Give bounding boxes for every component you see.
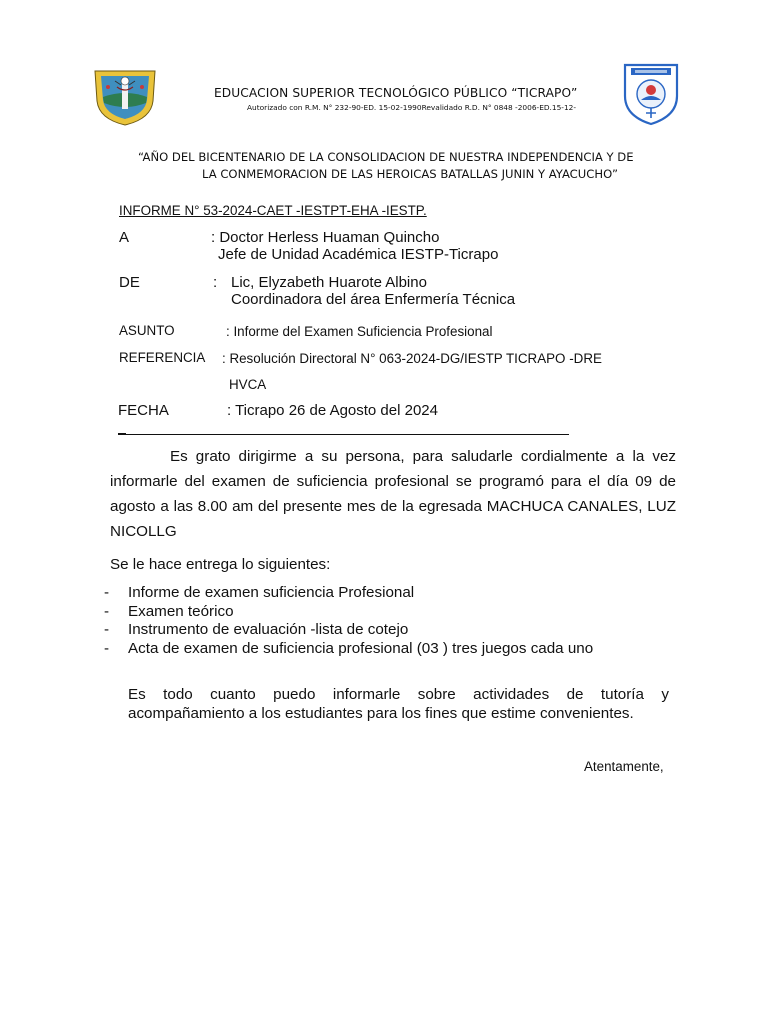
year-motto-line-2: LA CONMEMORACION DE LAS HEROICAS BATALLAS JUNIN Y AYACUCHO”	[202, 167, 618, 181]
body-paragraph: Es grato dirigirme a su persona, para saludarle cordialmente a la vez informarle del examen de suficiencia profesional se programó para el día 09 de agosto a las 8.00 am del presente mes de la egresada MACHUCA CANALES, LUZ NICOLLG	[110, 448, 676, 540]
report-number: INFORME N° 53-2024-CAET -IESTPT-EHA -IESTP.	[119, 203, 427, 218]
bullet-dash: -	[104, 584, 110, 601]
reference-value-continued: HVCA	[229, 377, 267, 392]
delivered-items-list	[104, 584, 593, 658]
separator-line	[120, 434, 569, 435]
bullet-dash: -	[104, 602, 110, 620]
to-position: Jefe de Unidad Académica IESTP-Ticrapo	[218, 246, 499, 263]
list-item-text: Examen teórico	[128, 602, 234, 620]
institution-name: EDUCACION SUPERIOR TECNOLÓGICO PÚBLICO “TICRAPO”	[214, 86, 578, 100]
reference-value: : Resolución Directoral N° 063-2024-DG/IESTP TICRAPO -DRE	[222, 351, 602, 366]
list-item-text: Informe de examen suficiencia Profesional	[128, 584, 415, 601]
institution-badge-logo-right	[622, 62, 680, 126]
bullet-dash: -	[104, 639, 110, 657]
list-item-text: Acta de examen de suficiencia profesional (03 ) tres juegos cada uno	[128, 639, 594, 657]
list-item-text: Instrumento de evaluación -lista de cotejo	[128, 621, 409, 638]
subject-value: : Informe del Examen Suficiencia Profesional	[226, 324, 493, 339]
bullet-dash: -	[104, 621, 110, 638]
list-item	[104, 640, 593, 659]
delivery-intro: Se le hace entrega lo siguientes:	[110, 556, 331, 573]
date-value: : Ticrapo 26 de Agosto del 2024	[227, 402, 438, 419]
from-name: Lic, Elyzabeth Huarote Albino	[231, 274, 427, 291]
from-colon: :	[213, 274, 218, 291]
date-label: FECHA	[118, 402, 169, 419]
subject-label: ASUNTO	[119, 323, 175, 338]
reference-label: REFERENCIA	[119, 350, 206, 365]
closing-paragraph: Es todo cuanto puedo informarle sobre actividades de tutoría y acompañamiento a los estudiantes para los fines que estime convenientes.	[128, 686, 669, 722]
to-label: A	[119, 229, 130, 246]
year-motto-line-1: “AÑO DEL BICENTENARIO DE LA CONSOLIDACION DE NUESTRA INDEPENDENCIA Y DE	[138, 150, 634, 164]
signoff: Atentamente,	[584, 759, 664, 774]
to-name: : Doctor Herless Huaman Quincho	[211, 229, 440, 246]
from-label: DE	[119, 274, 140, 291]
list-item	[104, 621, 593, 640]
from-position: Coordinadora del área Enfermería Técnica	[231, 291, 516, 308]
list-item	[104, 603, 593, 622]
institution-seal-logo-left	[91, 67, 159, 127]
authorization-line: Autorizado con R.M. N° 232-90-ED. 15-02-1990Revalidado R.D. N° 0848 -2006-ED.15-12-	[247, 103, 577, 112]
list-item	[104, 584, 593, 603]
